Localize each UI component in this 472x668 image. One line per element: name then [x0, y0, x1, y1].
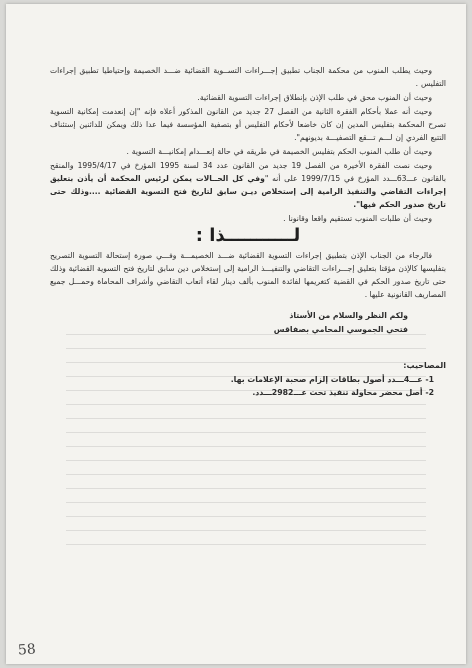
page-number: 58 [17, 641, 37, 659]
paragraph-3: وحيث أنه عملا بأحكام الفقرة الثانية من الفصل 27 جديد من القانون المذكور أعلاه فإنه "إن إنعدمت إمكانية التسوية تصرح المحكمة بتفليس المدين إن كان خاضعا لأحكام التفليس أو بتصفية المؤسسة فيما عدا ذلك ويمكن للدائنين إستئناف التتبع الفردي إن لـــم تـــقع التصفيـــة بديونهم". [50, 107, 446, 142]
closing-line-1: ولكم النظر والسلام من الأستاذ [289, 311, 408, 320]
paragraph-5-regular: وحيث نصت الفقرة الأخيرة من الفصل 19 جديد من القانون عدد 34 لسنة 1995 المؤرخ في 1995/4/17 والمنقح بالقانون عـــ63ـــدد المؤرخ في 1999/7/15 على أنه " [50, 161, 446, 183]
request-paragraph: فالرجاء من الجناب الإذن بتطبيق إجراءات التسوية القضائية ضـــد الخصيمـــة وفـــي صورة إستحالة التسوية التصريح بتفليسها كالإذن مؤقتا بتعليق إجـــراءات التقاضي والتنفيـــذ الرامية إلى إستخلاص دين سابق لتاريخ فتح التسوية القضائية وذلك حتى تاريخ صدور الحكم في القضية كتغريمها لفائدة المنوب بألف دينار لقاء أتعاب التقاضي وأشراف المحاماة وحمـــل جميع المصاريف القانونية عليها . [50, 251, 446, 299]
attachment-item: 2- أصل محضر محاولة تنفيذ تحت عـــ2982ـــدد. [252, 388, 434, 397]
closing-signature [50, 309, 408, 337]
paragraph-6: وحيث أن طلبات المنوب تستقيم واقعا وقانونا . [283, 214, 432, 223]
section-title: لـــــــــــذا : [195, 225, 301, 246]
paragraph-5 [50, 159, 446, 211]
closing-line-2: فتحي الجموسي المحامي بصفاقس [273, 325, 408, 334]
paragraph-2: وحيث أن المنوب محق في طلب الإذن بإنطلاق إجراءات التسوية القضائية. [197, 93, 432, 102]
section-title-wrap [50, 227, 446, 245]
paragraph-1: وحيث يطلب المنوب من محكمة الجناب تطبيق إجـــراءات التســوية القضائية ضـــد الخصيمة وإحتياطيا تطبيق إجراءات التفليس . [50, 66, 446, 88]
document-page [6, 4, 466, 664]
paragraph-4: وحيث أن طلب المنوب الحكم بتفليس الخصيمة في طريقه في حالة إنعـــدام إمكانيـــة التسوية . [126, 147, 432, 156]
attachment-item: 1- عـــ4ـــدد أصول بطاقات إلزام صحبة الإعلامات بها. [230, 375, 434, 384]
document-content [50, 64, 446, 399]
attachments-list [50, 373, 434, 399]
attachments-heading: المصاحيب: [403, 361, 446, 370]
paragraph-5-bold: وفي كل الحــالات يمكن لرئيس المحكمة أن يأذن بتعليق إجراءات التقاضي والتنفيذ الرامية إلى إستخلاص ديـن سابق لتاريخ فتح التسوية القضائية ....وذلك حتى تاريخ صدور الحكم فيها". [50, 174, 446, 209]
